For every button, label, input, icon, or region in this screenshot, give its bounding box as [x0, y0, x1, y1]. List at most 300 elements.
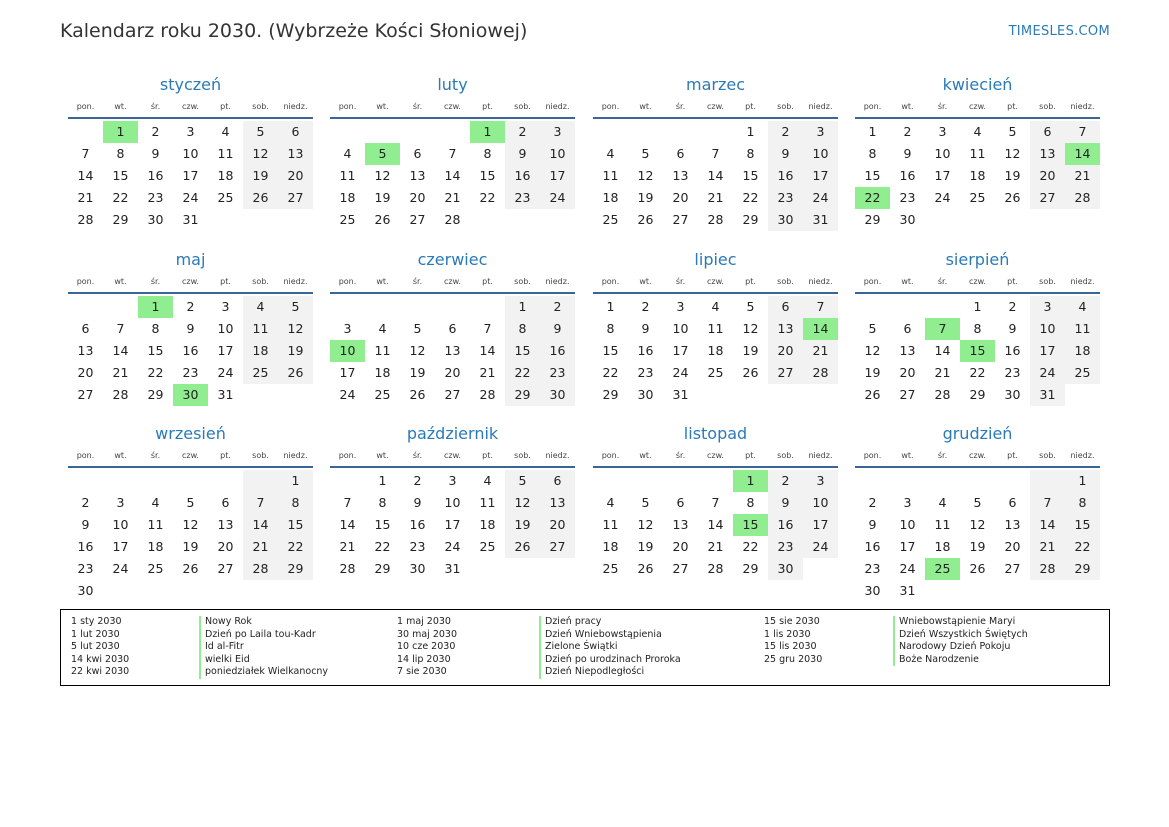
day-cell: 24 — [339, 387, 356, 402]
day-cell: 26 — [742, 365, 759, 380]
day-cell: 14 — [1030, 514, 1065, 536]
day-cell: 22 — [1065, 536, 1100, 558]
day-cell: 19 — [969, 539, 986, 554]
day-cell: 12 — [637, 517, 654, 532]
weekday-label: wt. — [639, 451, 652, 460]
month-name: lipiec — [694, 250, 737, 269]
day-cell: 25 — [602, 561, 619, 576]
legend-holiday-name: Id al-Fitr — [199, 641, 328, 654]
weekday-label: pt. — [745, 451, 756, 460]
month-name: czerwiec — [417, 250, 488, 269]
day-cell: 23 — [1004, 365, 1021, 380]
weekday-header — [855, 446, 1100, 468]
day-cell: 16 — [768, 165, 803, 187]
legend-holiday-name: Zielone Świątki — [539, 641, 681, 654]
weekday-label: wt. — [639, 277, 652, 286]
day-cell: 5 — [641, 495, 650, 510]
day-grid — [593, 296, 838, 406]
holiday-day-cell: 1 — [470, 121, 505, 143]
weekday-label: wt. — [376, 451, 389, 460]
empty-cell — [470, 296, 505, 318]
day-cell: 31 — [1030, 384, 1065, 406]
day-cell: 20 — [444, 365, 461, 380]
day-cell: 25 — [707, 365, 724, 380]
day-cell: 24 — [803, 536, 838, 558]
weekday-label: śr. — [150, 102, 161, 111]
weekday-label: śr. — [412, 102, 423, 111]
weekday-label: pt. — [220, 102, 231, 111]
day-cell: 27 — [217, 561, 234, 576]
day-cell: 29 — [742, 212, 759, 227]
day-cell: 10 — [444, 495, 461, 510]
holiday-day-cell: 25 — [925, 558, 960, 580]
day-cell: 8 — [116, 146, 125, 161]
day-cell: 10 — [112, 517, 129, 532]
empty-cell — [138, 470, 173, 492]
day-cell: 28 — [479, 387, 496, 402]
weekday-label: niedz. — [808, 451, 833, 460]
weekday-label: śr. — [937, 102, 948, 111]
day-cell: 18 — [339, 190, 356, 205]
empty-cell — [68, 121, 103, 143]
day-cell: 30 — [147, 212, 164, 227]
weekday-label: sob. — [252, 277, 269, 286]
day-cell: 8 — [606, 321, 615, 336]
holiday-day-cell: 1 — [138, 296, 173, 318]
day-cell: 5 — [1008, 124, 1017, 139]
day-cell: 10 — [934, 146, 951, 161]
day-cell: 8 — [278, 492, 313, 514]
legend-holiday-name: Dzień Wniebowstąpienia — [539, 629, 681, 642]
day-cell: 21 — [112, 365, 129, 380]
day-cell: 5 — [186, 495, 195, 510]
weekday-label: wt. — [901, 451, 914, 460]
day-cell: 20 — [1030, 165, 1065, 187]
empty-cell — [68, 470, 103, 492]
day-cell: 6 — [1008, 495, 1017, 510]
weekday-label: niedz. — [808, 277, 833, 286]
day-cell: 23 — [768, 536, 803, 558]
day-cell: 3 — [343, 321, 352, 336]
day-cell: 11 — [217, 146, 234, 161]
day-cell: 29 — [112, 212, 129, 227]
day-cell: 6 — [903, 321, 912, 336]
day-cell: 10 — [217, 321, 234, 336]
empty-cell — [68, 296, 103, 318]
weekday-header — [68, 446, 313, 468]
weekday-label: pt. — [745, 277, 756, 286]
day-cell: 30 — [768, 209, 803, 231]
day-cell: 27 — [278, 187, 313, 209]
day-cell: 22 — [374, 539, 391, 554]
legend-date: 1 maj 2030 — [397, 616, 451, 627]
day-cell: 5 — [641, 146, 650, 161]
day-cell: 20 — [768, 340, 803, 362]
day-cell: 8 — [746, 146, 755, 161]
day-cell: 6 — [81, 321, 90, 336]
weekday-label: pon. — [338, 277, 357, 286]
day-cell: 27 — [672, 561, 689, 576]
legend-holiday-name: Dzień pracy — [539, 616, 681, 629]
day-cell: 20 — [278, 165, 313, 187]
day-cell: 15 — [147, 343, 164, 358]
day-cell: 27 — [444, 387, 461, 402]
day-cell: 15 — [602, 343, 619, 358]
day-cell: 9 — [186, 321, 195, 336]
month-2 — [330, 73, 575, 231]
day-cell: 1 — [746, 124, 755, 139]
day-cell: 25 — [1065, 362, 1100, 384]
weekday-header — [593, 272, 838, 294]
day-cell: 17 — [1030, 340, 1065, 362]
day-cell: 31 — [182, 212, 199, 227]
day-cell: 3 — [1030, 296, 1065, 318]
holiday-day-cell: 1 — [103, 121, 138, 143]
day-cell: 24 — [899, 561, 916, 576]
empty-cell — [855, 296, 890, 318]
holiday-legend — [60, 609, 1110, 686]
day-cell: 12 — [409, 343, 426, 358]
day-cell: 7 — [343, 495, 352, 510]
day-cell: 13 — [217, 517, 234, 532]
empty-cell — [855, 470, 890, 492]
day-cell: 28 — [112, 387, 129, 402]
day-cell: 10 — [899, 517, 916, 532]
day-cell: 6 — [540, 470, 575, 492]
day-cell: 2 — [81, 495, 90, 510]
day-cell: 1 — [973, 299, 982, 314]
day-cell: 11 — [934, 517, 951, 532]
legend-names-col-1 — [199, 616, 328, 679]
day-cell: 15 — [278, 514, 313, 536]
day-cell: 16 — [637, 343, 654, 358]
day-cell: 12 — [742, 321, 759, 336]
day-cell: 11 — [374, 343, 391, 358]
day-cell: 11 — [479, 495, 496, 510]
day-cell: 14 — [77, 168, 94, 183]
day-cell: 9 — [540, 318, 575, 340]
day-cell: 5 — [278, 296, 313, 318]
day-cell: 11 — [602, 168, 619, 183]
weekday-label: sob. — [777, 451, 794, 460]
weekday-label: niedz. — [545, 102, 570, 111]
day-cell: 4 — [343, 146, 352, 161]
day-cell: 28 — [243, 558, 278, 580]
day-cell: 30 — [1004, 387, 1021, 402]
day-cell: 5 — [243, 121, 278, 143]
day-cell: 25 — [217, 190, 234, 205]
empty-cell — [593, 470, 628, 492]
weekday-header — [855, 97, 1100, 119]
month-name: styczeń — [159, 75, 222, 94]
day-cell: 17 — [934, 168, 951, 183]
day-cell: 15 — [742, 168, 759, 183]
day-cell: 22 — [479, 190, 496, 205]
weekday-label: czw. — [182, 277, 199, 286]
weekday-label: śr. — [150, 451, 161, 460]
day-cell: 29 — [1065, 558, 1100, 580]
day-cell: 1 — [606, 299, 615, 314]
day-cell: 28 — [77, 212, 94, 227]
holiday-day-cell: 30 — [173, 384, 208, 406]
day-grid — [68, 470, 313, 602]
day-cell: 13 — [899, 343, 916, 358]
day-cell: 20 — [672, 539, 689, 554]
empty-cell — [925, 296, 960, 318]
weekday-header — [330, 446, 575, 468]
day-cell: 13 — [77, 343, 94, 358]
day-cell: 2 — [868, 495, 877, 510]
day-cell: 29 — [278, 558, 313, 580]
day-cell: 26 — [278, 362, 313, 384]
weekday-label: sob. — [252, 102, 269, 111]
day-cell: 24 — [934, 190, 951, 205]
holiday-day-cell: 15 — [960, 340, 995, 362]
day-cell: 1 — [1065, 470, 1100, 492]
day-cell: 2 — [540, 296, 575, 318]
day-cell: 4 — [938, 495, 947, 510]
day-cell: 19 — [864, 365, 881, 380]
day-cell: 27 — [899, 387, 916, 402]
legend-date: 15 sie 2030 — [764, 616, 820, 627]
day-grid — [855, 121, 1100, 231]
day-cell: 2 — [186, 299, 195, 314]
day-cell: 11 — [147, 517, 164, 532]
day-cell: 15 — [505, 340, 540, 362]
weekday-label: niedz. — [283, 277, 308, 286]
legend-date: 25 gru 2030 — [764, 653, 823, 665]
empty-cell — [400, 296, 435, 318]
day-cell: 8 — [378, 495, 387, 510]
empty-cell — [1030, 470, 1065, 492]
weekday-label: pt. — [220, 451, 231, 460]
day-cell: 28 — [339, 561, 356, 576]
weekday-label: pon. — [863, 277, 882, 286]
legend-date: 14 lip 2030 — [397, 653, 451, 665]
day-cell: 24 — [444, 539, 461, 554]
day-cell: 3 — [803, 470, 838, 492]
weekday-label: pon. — [76, 277, 95, 286]
day-cell: 12 — [243, 143, 278, 165]
month-12 — [855, 422, 1100, 602]
day-cell: 4 — [606, 146, 615, 161]
empty-cell — [365, 121, 400, 143]
weekday-label: czw. — [707, 277, 724, 286]
day-cell: 9 — [641, 321, 650, 336]
weekday-label: pt. — [482, 102, 493, 111]
day-cell: 7 — [711, 495, 720, 510]
weekday-label: sob. — [777, 102, 794, 111]
day-cell: 17 — [182, 168, 199, 183]
day-cell: 24 — [182, 190, 199, 205]
day-cell: 5 — [413, 321, 422, 336]
day-cell: 28 — [1065, 187, 1100, 209]
day-cell: 22 — [742, 539, 759, 554]
empty-cell — [593, 121, 628, 143]
day-grid — [330, 121, 575, 231]
legend-date: 15 lis 2030 — [764, 641, 817, 652]
day-cell: 19 — [637, 539, 654, 554]
day-cell: 4 — [151, 495, 160, 510]
weekday-label: czw. — [707, 102, 724, 111]
day-cell: 19 — [505, 514, 540, 536]
weekday-header — [593, 446, 838, 468]
day-grid — [68, 121, 313, 231]
day-cell: 31 — [444, 561, 461, 576]
weekday-label: śr. — [675, 451, 686, 460]
day-cell: 7 — [116, 321, 125, 336]
day-cell: 7 — [711, 146, 720, 161]
month-11 — [593, 422, 838, 580]
day-cell: 6 — [278, 121, 313, 143]
month-name: marzec — [685, 75, 745, 94]
page-title: Kalendarz roku 2030. (Wybrzeże Kości Słoniowej) — [60, 20, 528, 42]
day-cell: 6 — [448, 321, 457, 336]
day-cell: 21 — [934, 365, 951, 380]
weekday-label: pt. — [1007, 102, 1018, 111]
day-cell: 30 — [77, 583, 94, 598]
day-cell: 24 — [672, 365, 689, 380]
day-cell: 21 — [803, 340, 838, 362]
legend-holiday-name: Dzień Niepodległości — [539, 666, 681, 679]
day-cell: 11 — [969, 146, 986, 161]
day-cell: 20 — [899, 365, 916, 380]
day-cell: 1 — [505, 296, 540, 318]
day-cell: 13 — [1004, 517, 1021, 532]
day-cell: 20 — [540, 514, 575, 536]
weekday-header — [68, 97, 313, 119]
empty-cell — [243, 470, 278, 492]
day-cell: 24 — [1030, 362, 1065, 384]
day-cell: 28 — [444, 212, 461, 227]
day-cell: 20 — [672, 190, 689, 205]
holiday-day-cell: 15 — [733, 514, 768, 536]
day-cell: 3 — [803, 121, 838, 143]
day-cell: 30 — [637, 387, 654, 402]
day-cell: 12 — [182, 517, 199, 532]
legend-names-col-3 — [893, 616, 1028, 666]
day-cell: 15 — [374, 517, 391, 532]
weekday-label: śr. — [937, 451, 948, 460]
legend-holiday-name: poniedziałek Wielkanocny — [199, 666, 328, 679]
day-cell: 28 — [707, 561, 724, 576]
day-cell: 26 — [864, 387, 881, 402]
empty-cell — [330, 470, 365, 492]
day-cell: 16 — [864, 539, 881, 554]
weekday-label: pon. — [338, 451, 357, 460]
calendar-grid — [68, 73, 1102, 603]
day-cell: 12 — [864, 343, 881, 358]
day-cell: 1 — [868, 124, 877, 139]
day-cell: 8 — [1065, 492, 1100, 514]
empty-cell — [400, 121, 435, 143]
day-cell: 29 — [602, 387, 619, 402]
day-cell: 2 — [768, 121, 803, 143]
day-cell: 8 — [868, 146, 877, 161]
legend-holiday-name: wielki Eid — [199, 654, 328, 667]
day-cell: 25 — [243, 362, 278, 384]
day-cell: 29 — [864, 212, 881, 227]
weekday-header — [593, 97, 838, 119]
day-cell: 29 — [505, 384, 540, 406]
day-cell: 14 — [707, 517, 724, 532]
weekday-label: sob. — [777, 277, 794, 286]
day-cell: 11 — [707, 321, 724, 336]
day-cell: 13 — [672, 168, 689, 183]
weekday-label: pon. — [863, 451, 882, 460]
day-cell: 26 — [409, 387, 426, 402]
day-cell: 15 — [112, 168, 129, 183]
day-cell: 3 — [221, 299, 230, 314]
weekday-label: niedz. — [283, 102, 308, 111]
holiday-day-cell: 22 — [855, 187, 890, 209]
weekday-label: pon. — [863, 102, 882, 111]
day-cell: 14 — [339, 517, 356, 532]
weekday-label: sob. — [514, 451, 531, 460]
day-cell: 21 — [77, 190, 94, 205]
day-cell: 16 — [147, 168, 164, 183]
weekday-label: czw. — [707, 451, 724, 460]
weekday-label: pt. — [220, 277, 231, 286]
weekday-label: czw. — [444, 451, 461, 460]
empty-cell — [365, 296, 400, 318]
weekday-label: czw. — [444, 277, 461, 286]
legend-holiday-name: Narodowy Dzień Pokoju — [893, 641, 1028, 654]
weekday-label: niedz. — [1070, 102, 1095, 111]
legend-date: 7 sie 2030 — [397, 666, 447, 677]
day-cell: 26 — [374, 212, 391, 227]
day-cell: 14 — [112, 343, 129, 358]
day-cell: 28 — [1030, 558, 1065, 580]
day-cell: 12 — [1004, 146, 1021, 161]
empty-cell — [960, 470, 995, 492]
day-cell: 1 — [278, 470, 313, 492]
day-cell: 3 — [903, 495, 912, 510]
site-link[interactable]: TIMESLES.COM — [1008, 24, 1110, 39]
legend-dates-col-3 — [764, 616, 822, 666]
day-cell: 7 — [243, 492, 278, 514]
day-cell: 17 — [112, 539, 129, 554]
weekday-label: wt. — [376, 102, 389, 111]
day-cell: 16 — [1004, 343, 1021, 358]
day-cell: 4 — [243, 296, 278, 318]
day-cell: 6 — [768, 296, 803, 318]
day-cell: 23 — [182, 365, 199, 380]
weekday-label: sob. — [1039, 451, 1056, 460]
day-cell: 6 — [221, 495, 230, 510]
empty-cell — [330, 296, 365, 318]
weekday-label: niedz. — [1070, 451, 1095, 460]
day-cell: 5 — [746, 299, 755, 314]
day-cell: 6 — [676, 146, 685, 161]
day-cell: 26 — [243, 187, 278, 209]
day-cell: 4 — [378, 321, 387, 336]
day-cell: 3 — [540, 121, 575, 143]
day-cell: 18 — [602, 190, 619, 205]
day-cell: 16 — [768, 514, 803, 536]
day-cell: 26 — [1004, 190, 1021, 205]
day-cell: 2 — [151, 124, 160, 139]
day-cell: 27 — [672, 212, 689, 227]
legend-date: 30 maj 2030 — [397, 628, 458, 640]
empty-cell — [330, 121, 365, 143]
weekday-label: pt. — [1007, 451, 1018, 460]
weekday-label: wt. — [114, 451, 127, 460]
day-cell: 6 — [1030, 121, 1065, 143]
day-cell: 26 — [637, 561, 654, 576]
empty-cell — [103, 470, 138, 492]
empty-cell — [208, 470, 243, 492]
